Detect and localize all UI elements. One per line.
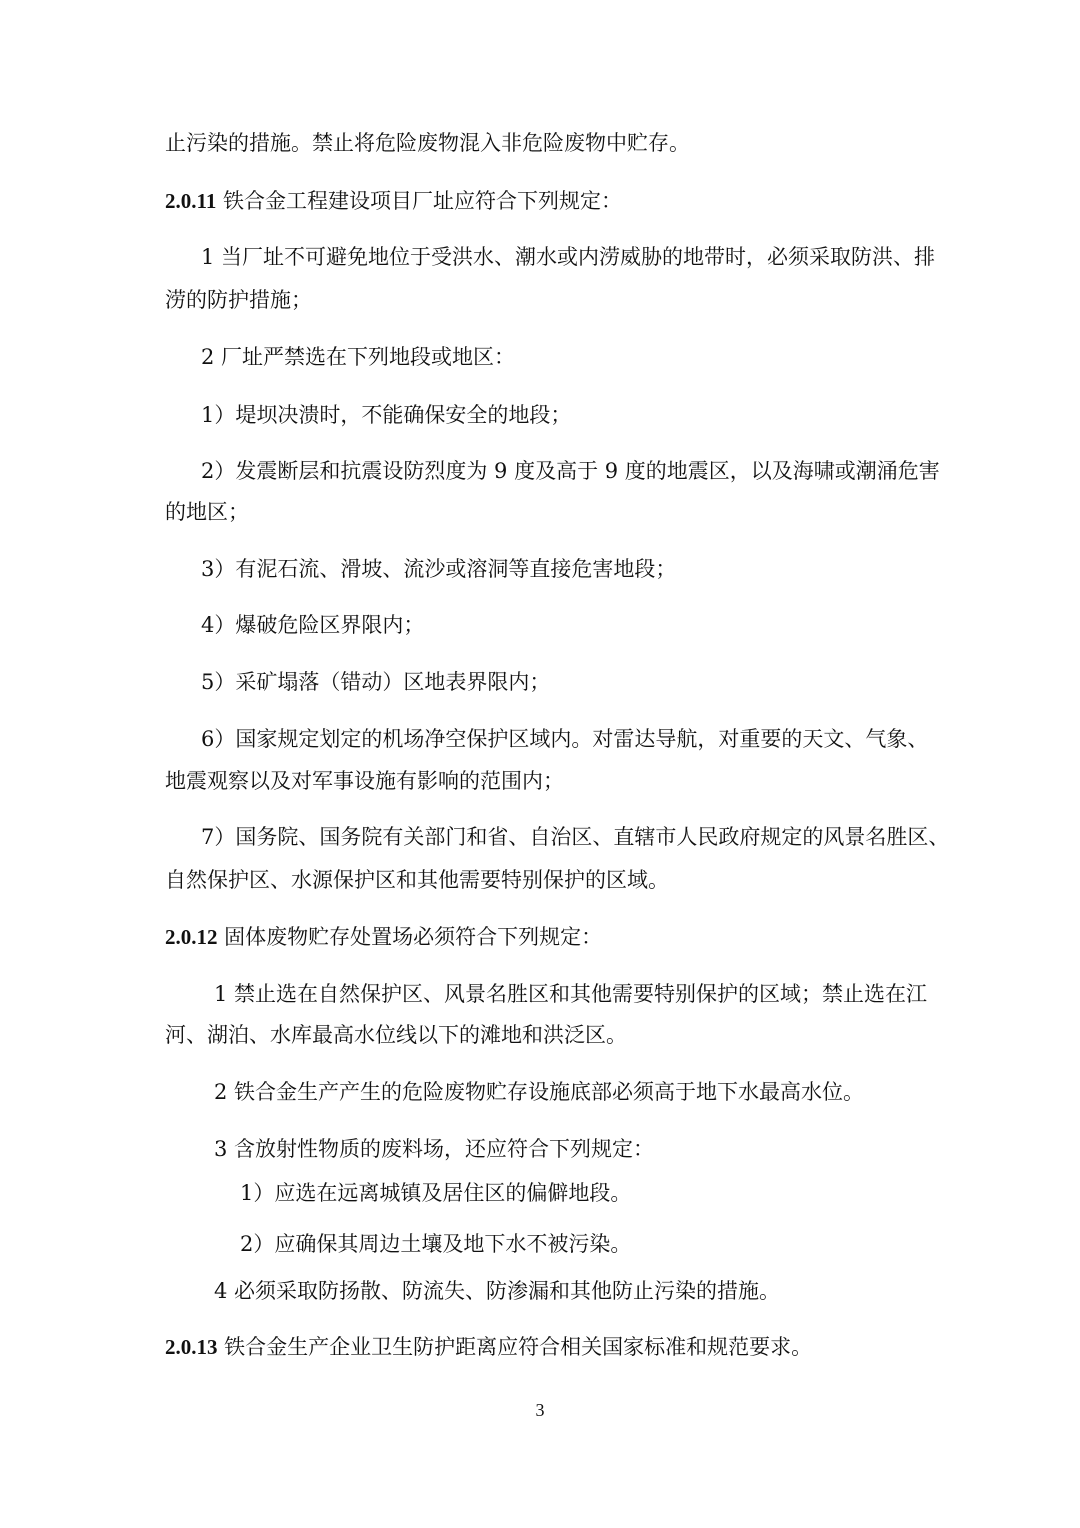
text-line: 2）应确保其周边土壤及地下水不被污染。 bbox=[240, 1232, 632, 1256]
text-line: 1 禁止选在自然保护区、风景名胜区和其他需要特别保护的区域；禁止选在江 bbox=[214, 982, 928, 1006]
text-line: 1）堤坝决溃时，不能确保安全的地段； bbox=[201, 403, 572, 427]
text-line: 2）发震断层和抗震设防烈度为 9 度及高于 9 度的地震区，以及海啸或潮涌危害 bbox=[201, 459, 940, 483]
text-line: 的地区； bbox=[165, 500, 249, 524]
page-number: 3 bbox=[535, 1400, 545, 1420]
text-line: 6）国家规定划定的机场净空保护区域内。对雷达导航，对重要的天文、气象、 bbox=[201, 727, 929, 751]
text-line: 1 当厂址不可避免地位于受洪水、潮水或内涝威胁的地带时，必须采取防洪、排 bbox=[201, 245, 936, 269]
text-line: 河、湖泊、水库最高水位线以下的滩地和洪泛区。 bbox=[165, 1023, 627, 1047]
text-line: 5）采矿塌落（错动）区地表界限内； bbox=[201, 670, 551, 694]
text-line: 2 厂址严禁选在下列地段或地区： bbox=[201, 345, 516, 369]
text-line: 自然保护区、水源保护区和其他需要特别保护的区域。 bbox=[165, 868, 669, 892]
text-line: 4）爆破危险区界限内； bbox=[201, 613, 425, 637]
clause-number: 2.0.12 bbox=[165, 925, 218, 949]
clause-heading: 2.0.12 固体废物贮存处置场必须符合下列规定： bbox=[165, 925, 603, 949]
clause-heading: 2.0.11 铁合金工程建设项目厂址应符合下列规定： bbox=[165, 189, 623, 213]
text-line: 3）有泥石流、滑坡、流沙或溶洞等直接危害地段； bbox=[201, 557, 677, 581]
text-line: 1）应选在远离城镇及居住区的偏僻地段。 bbox=[240, 1181, 632, 1205]
text-line: 4 必须采取防扬散、防流失、防渗漏和其他防止污染的措施。 bbox=[214, 1279, 781, 1303]
text-line: 涝的防护措施； bbox=[165, 288, 312, 312]
text-line: 3 含放射性物质的废料场，还应符合下列规定： bbox=[214, 1137, 655, 1161]
text-line: 止污染的措施。禁止将危险废物混入非危险废物中贮存。 bbox=[165, 131, 690, 155]
text-line: 地震观察以及对军事设施有影响的范围内； bbox=[165, 769, 564, 793]
clause-number: 2.0.13 bbox=[165, 1335, 218, 1359]
clause-heading: 2.0.13 铁合金生产企业卫生防护距离应符合相关国家标准和规范要求。 bbox=[165, 1335, 813, 1359]
clause-number: 2.0.11 bbox=[165, 189, 217, 213]
text-line: 7）国务院、国务院有关部门和省、自治区、直辖市人民政府规定的风景名胜区、 bbox=[201, 825, 950, 849]
text-line: 2 铁合金生产产生的危险废物贮存设施底部必须高于地下水最高水位。 bbox=[214, 1080, 865, 1104]
